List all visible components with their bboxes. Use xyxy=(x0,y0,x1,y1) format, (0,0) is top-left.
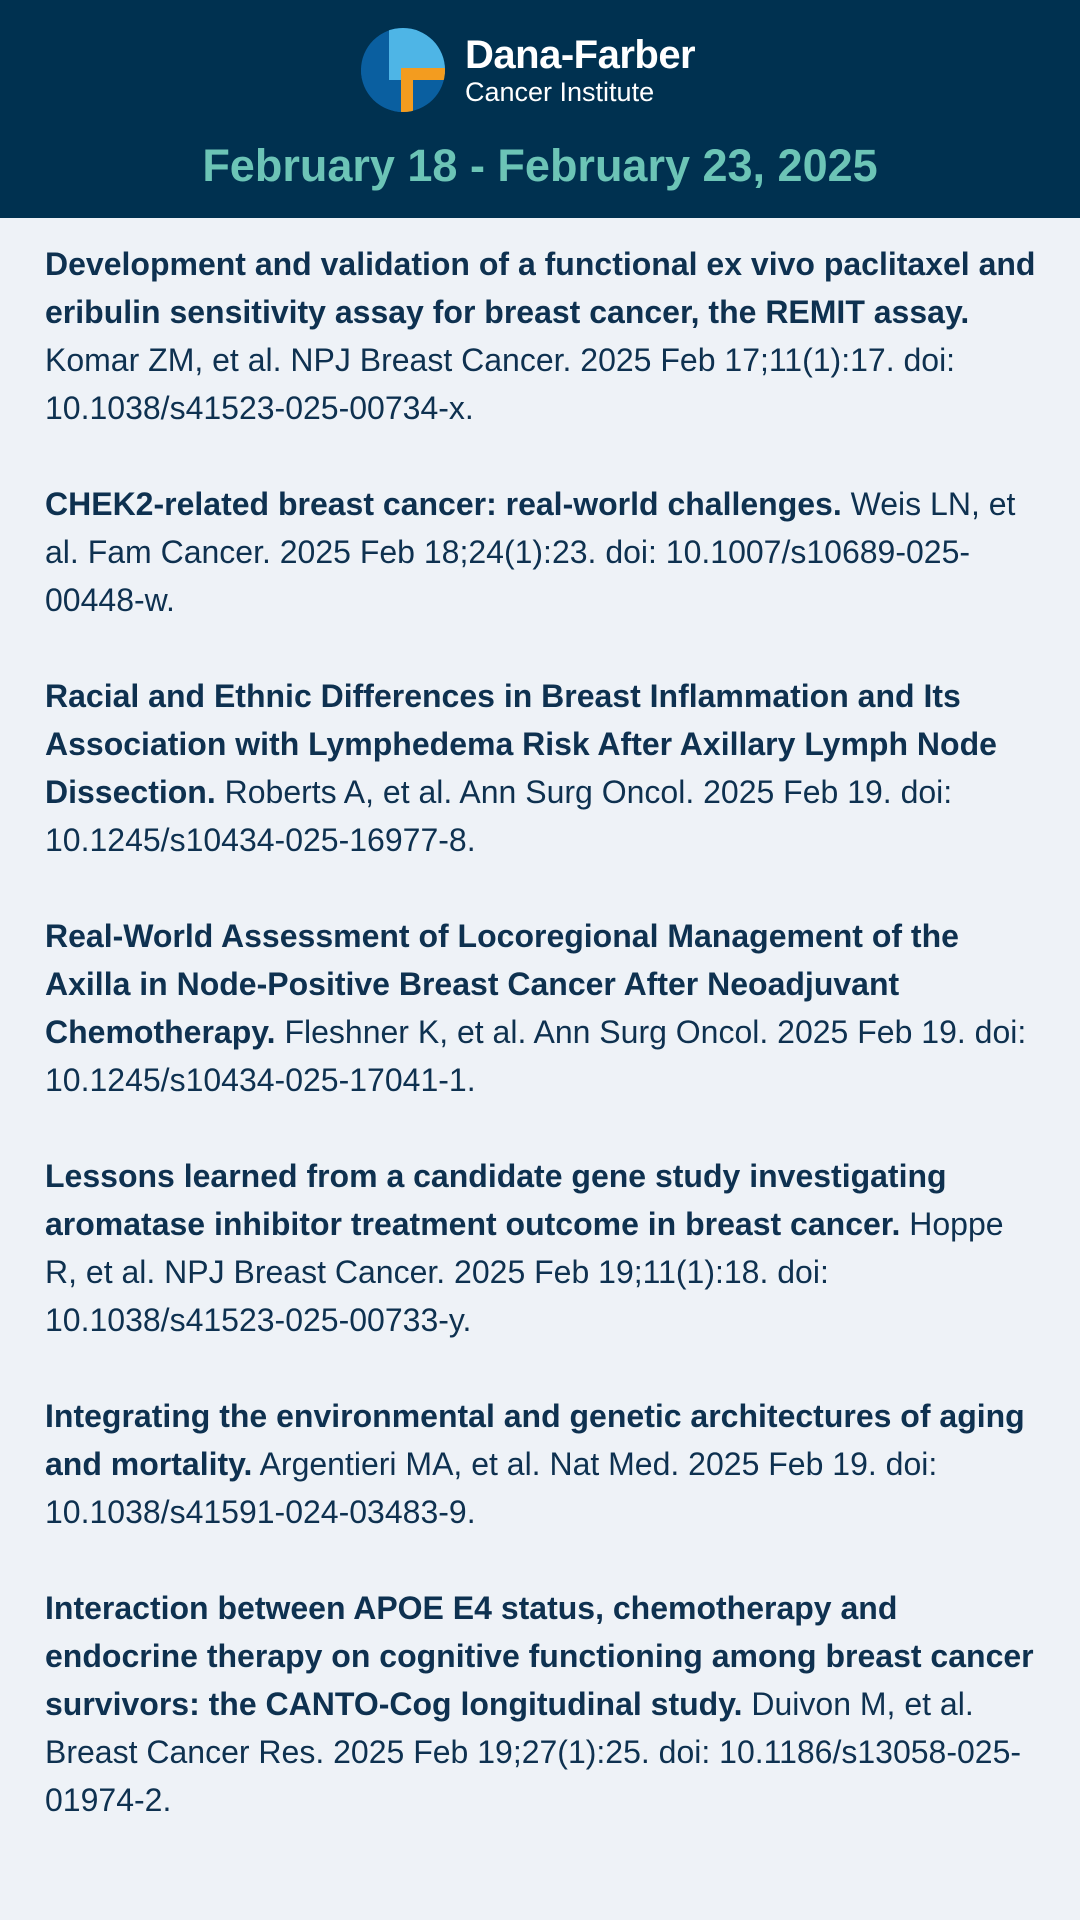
date-range-heading: February 18 - February 23, 2025 xyxy=(202,140,878,191)
citation-item xyxy=(45,480,1040,624)
header-banner xyxy=(0,0,1080,218)
citation-title: CHEK2-related breast cancer: real-world challenges. xyxy=(45,486,842,522)
citation-title: Lessons learned from a candidate gene study investigating aromatase inhibitor treatment outcome in breast cancer. xyxy=(45,1158,947,1242)
citation-item xyxy=(45,1152,1040,1344)
citation-item xyxy=(45,672,1040,864)
citation-item xyxy=(45,240,1040,432)
citation-details: Hoppe R, et al. NPJ Breast Cancer. 2025 Feb 19;11(1):18. doi: 10.1038/s41523-025-00733-y. xyxy=(45,1206,1004,1338)
citation-list xyxy=(0,218,1080,1824)
citation-title: Development and validation of a functional ex vivo paclitaxel and eribulin sensitivity assay for breast cancer, the REMIT assay. xyxy=(45,246,1036,330)
citation-item xyxy=(45,1392,1040,1536)
citation-title: Interaction between APOE E4 status, chemotherapy and endocrine therapy on cognitive functioning among breast cancer survivors: the CANTO-Cog longitudinal study. xyxy=(45,1590,1034,1722)
citation-details: Roberts A, et al. Ann Surg Oncol. 2025 Feb 19. doi: 10.1245/s10434-025-16977-8. xyxy=(45,774,953,858)
dana-farber-cross-logo-icon xyxy=(361,28,445,112)
citation-title: Racial and Ethnic Differences in Breast Inflammation and Its Association with Lymphedema Risk After Axillary Lymph Node Dissection. xyxy=(45,678,997,810)
citation-item xyxy=(45,912,1040,1104)
citation-title: Real-World Assessment of Locoregional Management of the Axilla in Node-Positive Breast Cancer After Neoadjuvant Chemotherapy. xyxy=(45,918,959,1050)
citation-item xyxy=(45,1584,1040,1824)
logo-subtitle: Cancer Institute xyxy=(465,76,655,107)
citation-details: Weis LN, et al. Fam Cancer. 2025 Feb 18;24(1):23. doi: 10.1007/s10689-025-00448-w. xyxy=(45,486,1016,618)
dana-farber-logo xyxy=(361,28,695,112)
citation-details: Argentieri MA, et al. Nat Med. 2025 Feb 19. doi: 10.1038/s41591-024-03483-9. xyxy=(45,1446,938,1530)
citation-details: Komar ZM, et al. NPJ Breast Cancer. 2025 Feb 17;11(1):17. doi: 10.1038/s41523-025-00734-x. xyxy=(45,342,956,426)
citation-title: Integrating the environmental and genetic architectures of aging and mortality. xyxy=(45,1398,1025,1482)
citation-details: Duivon M, et al. Breast Cancer Res. 2025 Feb 19;27(1):25. doi: 10.1186/s13058-025-01974-2. xyxy=(45,1686,1022,1818)
citation-details: Fleshner K, et al. Ann Surg Oncol. 2025 Feb 19. doi: 10.1245/s10434-025-17041-1. xyxy=(45,1014,1027,1098)
logo-name: Dana-Farber xyxy=(465,32,696,77)
